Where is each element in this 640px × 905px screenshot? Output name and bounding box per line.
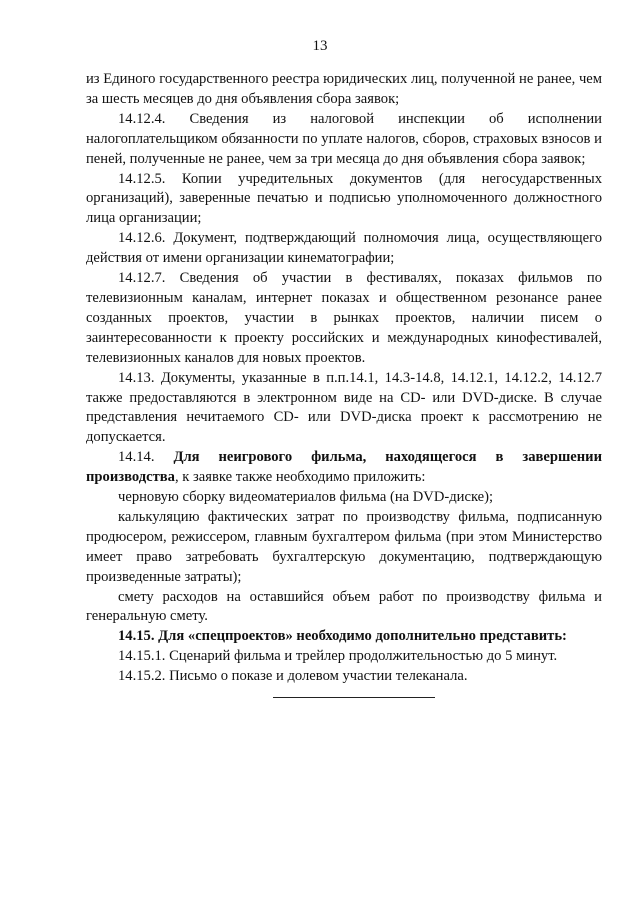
document-body — [86, 70, 602, 687]
list-item-budget-estimate: смету расходов на оставшийся объем работ по производству фильма и генеральную смету. — [86, 588, 602, 625]
paragraph-14-12-7: 14.12.7. Сведения об участии в фестивалях, показах фильмов по телевизионным каналам, интернет показах и общественном резонансе ранее созданных проектов, участии в рынках проектов, наличии писем о заинтересованности к проекту российских и международных кинофестивалей, телевизионных каналов для новых проектов. — [86, 270, 602, 366]
paragraph-14-14 — [86, 448, 602, 488]
paragraph-egrul-extract: из Единого государственного реестра юридических лиц, полученной не ранее, чем за шесть месяцев до дня объявления сбора заявок; — [86, 71, 602, 107]
page-number: 13 — [312, 38, 328, 54]
paragraph-14-13: 14.13. Документы, указанные в п.п.14.1, 14.3-14.8, 14.12.1, 14.12.2, 14.12.7 также предоставляются в электронном виде на CD- или DVD-диске. В случае представления нечитаемого CD- или DVD-диска проект к рассмотрению не допускается. — [86, 369, 602, 446]
paragraph-14-12-5: 14.12.5. Копии учредительных документов (для негосударственных организаций), заверенные печатью и подписью уполномоченного должностного лица организации; — [86, 170, 602, 227]
paragraph-14-14-bold: Для неигрового фильма, находящегося в завершении производства — [86, 449, 602, 486]
paragraph-14-15: 14.15. Для «спецпроектов» необходимо дополнительно представить: — [118, 628, 567, 645]
list-item-cost-calculation: калькуляцию фактических затрат по производству фильма, подписанную продюсером, режиссером, главным бухгалтером фильма (при этом Министерство имеет право затребовать бухгалтерскую документацию, подтверждающую произведенные затраты); — [86, 508, 602, 585]
paragraph-14-14-rest: , к заявке также необходимо приложить: — [174, 469, 426, 486]
paragraph-14-15-2: 14.15.2. Письмо о показе и долевом участии телеканала. — [118, 668, 468, 685]
list-item-draft-cut: черновую сборку видеоматериалов фильма (на DVD-диске); — [118, 489, 494, 506]
paragraph-14-15-1: 14.15.1. Сценарий фильма и трейлер продолжительностью до 5 минут. — [118, 648, 558, 665]
paragraph-14-12-4: 14.12.4. Сведения из налоговой инспекции об исполнении налогоплательщиком обязанности по уплате налогов, сборов, страховых взносов и пеней, полученные не ранее, чем за три месяца до дня объявления сбора заявок; — [86, 110, 602, 167]
closing-divider — [273, 697, 435, 698]
paragraph-14-12-6: 14.12.6. Документ, подтверждающий полномочия лица, осуществляющего действия от имени организации кинематографии; — [86, 230, 602, 267]
paragraph-14-14-number: 14.14. — [118, 449, 155, 466]
